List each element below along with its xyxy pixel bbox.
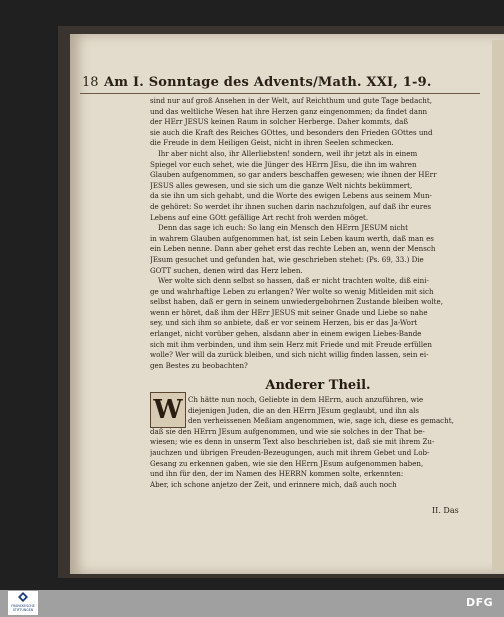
drop-cap-initial: W: [150, 392, 186, 428]
text-line: ein Leben nenne. Dann aber gehet erst das rechte Leben an, wenn der Mensch: [150, 244, 436, 254]
text-line: Denn das sage ich euch: So lang ein Mensch den HErrn JESUM nicht: [158, 223, 408, 233]
text-line: da sie ihn um sich gehabt, und die Worte des ewigen Lebens aus seinem Mun-: [150, 191, 432, 201]
page-header: [82, 75, 482, 93]
text-line: JEsum gesuchet und gefunden hat, wie geschrieben stehet: (Ps. 69, 33.) Die: [150, 254, 424, 264]
text-line: und ihn für den, der im Namen des HERRN kommen solte, erkennten:: [150, 469, 404, 479]
text-line: wiesen; wie es denn in unserm Text also beschrieben ist, daß sie mit ihrem Zu-: [150, 437, 435, 447]
text-line: Lebens auf eine GOtt gefällige Art recht froh werden möget.: [150, 212, 369, 222]
text-line: Aber, ich schone anjetzo der Zeit, und erinnere mich, daß auch noch: [150, 479, 397, 489]
text-line: wenn er höret, daß ihm der HErr JESUS mit seiner Gnade und Liebe so nahe: [150, 307, 428, 317]
text-line: sich mit ihm verbinden, und ihm sein Herz mit Friede und mit Freude erfüllen: [150, 339, 432, 349]
text-line: wolle? Wer will da zurück bleiben, und sich nicht willig finden lassen, sein ei-: [150, 350, 429, 360]
text-line: diejenigen Juden, die an den HErrn JEsum geglaubt, und ihn als: [188, 405, 420, 415]
viewer-footer-bar: [0, 590, 504, 617]
text-line: sey, und sich ihm so anbiete, daß er vor seinem Herzen, bis er das Ja-Wort: [150, 318, 418, 328]
page-edge: [492, 40, 504, 570]
text-line: Spiegel vor euch sehet, wie die Jünger des HErrn JEsu, die ihn im wahren: [150, 159, 417, 169]
text-line: ge und wahrhaftige Leben zu erlangen? Wer wolte so wenig Mitleiden mit sich: [150, 286, 434, 296]
text-line: die Freude in dem Heiligen Geist, nicht in ihren Seelen schmecken.: [150, 138, 394, 148]
section-heading: Anderer Theil.: [265, 378, 371, 393]
text-line: der HErr JESUS keinen Raum in solcher Herberge. Daher kommts, daß: [150, 117, 409, 127]
text-line: GOTT suchen, denen wird das Herz leben.: [150, 265, 303, 275]
library-emblem-icon: [18, 592, 28, 602]
library-logo-text-2: STIFTUNGEN: [12, 608, 34, 612]
header-rule: [80, 93, 480, 94]
catchword: II. Das: [432, 506, 459, 515]
body-text-part-1: [150, 96, 486, 371]
page-number: 18: [82, 75, 99, 90]
text-line: Gesang zu erkennen gaben, wie sie den HErrn JEsum aufgenommen haben,: [150, 458, 424, 468]
text-line: sie auch die Kraft des Reiches GOttes, und besonders den Frieden GOttes und: [150, 127, 433, 137]
text-line: Ihr aber nicht also, ihr Allerliebsten! sondern, weil ihr jetzt als in einem: [158, 148, 418, 158]
text-line: daß sie den HErrn JEsum aufgenommen, und wie sie solches in der That be-: [150, 426, 425, 436]
text-line: selbst haben, daß er gern in seinem unwiedergebohrnen Zustande bleiben wolte,: [150, 297, 443, 307]
text-line: erlanget, nicht vorüber gehen, alsdann aber in einem ewigen Liebes-Bande: [150, 329, 422, 339]
text-line: de gehöret: So werdet ihr ihnen suchen darin nachzufolgen, auf daß ihr eures: [150, 201, 432, 211]
text-line: Ch hätte nun noch, Geliebte in dem HErrn, auch anzuführen, wie: [188, 395, 424, 404]
text-line: sind nur auf groß Ansehen in der Welt, auf Reichthum und gute Tage bedacht,: [150, 96, 432, 105]
body-text-part-2: [150, 395, 486, 490]
library-logo[interactable]: [8, 591, 38, 615]
running-title: Am I. Sonntage des Advents/Math. XXI, 1-9.: [104, 75, 432, 90]
text-line: den verheissenen Meßiam angenommen, wie, sage ich, diese es gemacht,: [188, 416, 454, 426]
text-line: JESUS alles gewesen, und sie sich um die ganze Welt nichts bekümmert,: [150, 180, 413, 190]
dfg-logo[interactable]: DFG: [466, 596, 494, 609]
text-line: in wahrem Glauben aufgenommen hat, ist sein Leben kaum werth, daß man es: [150, 233, 434, 243]
text-line: und das weltliche Wesen hat ihre Herzen ganz eingenommen; da findet dann: [150, 106, 428, 116]
text-line: gen Bestes zu beobachten?: [150, 360, 248, 370]
text-line: Wer wolte sich denn selbst so hassen, daß er nicht trachten wolte, diß eini-: [158, 276, 429, 286]
text-line: jauchzen und übrigen Freuden-Bezeugungen, auch mit ihrem Gebet und Lob-: [150, 447, 430, 457]
text-line: Glauben aufgenommen, so gar anders beschaffen gewesen; wie ihnen der HErr: [150, 170, 437, 180]
library-logo-text-1: FRANCKESCHE: [11, 604, 35, 608]
